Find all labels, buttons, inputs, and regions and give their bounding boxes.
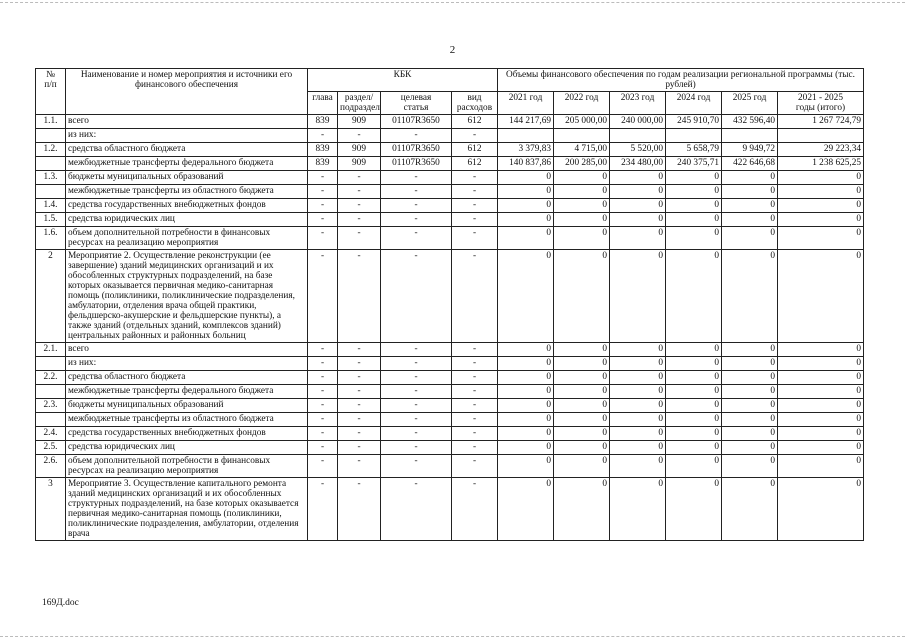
amount-cell: 0 [610,185,666,199]
amount-cell: 0 [778,427,864,441]
amount-cell: 240 375,71 [666,157,722,171]
row-number [36,129,66,143]
table-row [36,115,864,129]
row-name: объем дополнительной потребности в финансовых ресурсах на реализацию мероприятия [66,455,308,478]
kbk-cell: - [452,343,498,357]
header-volumes: Объемы финансового обеспечения по годам реализации региональной программы (тыс. рублей) [498,69,864,92]
amount-cell: 0 [610,357,666,371]
table-row [36,250,864,343]
table-row [36,343,864,357]
table-row [36,357,864,371]
kbk-cell: 612 [452,157,498,171]
table-row [36,455,864,478]
row-number: 1.5. [36,213,66,227]
kbk-cell: - [381,343,452,357]
kbk-cell: - [452,357,498,371]
kbk-cell: - [338,343,381,357]
kbk-cell: - [338,199,381,213]
kbk-cell: - [381,371,452,385]
row-name: межбюджетные трансферты из областного бюджета [66,185,308,199]
kbk-cell: - [452,185,498,199]
amount-cell: 0 [778,441,864,455]
amount-cell: 0 [722,199,778,213]
amount-cell: 0 [610,343,666,357]
amount-cell: 234 480,00 [610,157,666,171]
amount-cell: 144 217,69 [498,115,554,129]
row-number [36,185,66,199]
kbk-cell: - [338,427,381,441]
kbk-cell: 839 [308,157,338,171]
row-name: межбюджетные трансферты федерального бюджета [66,157,308,171]
kbk-cell: 01107R3650 [381,157,452,171]
kbk-cell: - [308,171,338,185]
amount-cell: 5 520,00 [610,143,666,157]
row-number: 1.3. [36,171,66,185]
kbk-cell: 909 [338,157,381,171]
row-number [36,357,66,371]
amount-cell: 0 [498,413,554,427]
kbk-cell: - [308,371,338,385]
table-row [36,227,864,250]
kbk-cell: - [381,413,452,427]
amount-cell: 0 [610,199,666,213]
amount-cell: 0 [666,357,722,371]
row-name: средства государственных внебюджетных фондов [66,199,308,213]
row-number [36,385,66,399]
row-name: всего [66,343,308,357]
amount-cell: 0 [666,227,722,250]
kbk-cell: 909 [338,115,381,129]
kbk-cell: - [308,227,338,250]
amount-cell: 0 [778,185,864,199]
amount-cell: 0 [554,441,610,455]
amount-cell: 0 [610,427,666,441]
kbk-cell: 612 [452,143,498,157]
amount-cell: 0 [778,385,864,399]
row-name: межбюджетные трансферты федерального бюджета [66,385,308,399]
table-row [36,478,864,541]
header-year-col: 2021 - 2025 годы (итого) [778,92,864,115]
amount-cell: 0 [722,185,778,199]
amount-cell: 0 [666,441,722,455]
kbk-cell: - [381,171,452,185]
amount-cell: 9 949,72 [722,143,778,157]
amount-cell: 0 [554,413,610,427]
kbk-cell: - [308,455,338,478]
kbk-cell: - [452,427,498,441]
amount-cell: 0 [778,357,864,371]
kbk-cell: - [452,455,498,478]
row-number: 2.2. [36,371,66,385]
amount-cell: 245 910,70 [666,115,722,129]
kbk-cell: - [308,185,338,199]
amount-cell: 0 [610,399,666,413]
kbk-cell: - [381,357,452,371]
amount-cell: 0 [610,385,666,399]
amount-cell: 0 [722,357,778,371]
amount-cell: 0 [554,427,610,441]
row-number: 1.6. [36,227,66,250]
amount-cell: 0 [722,427,778,441]
header-name: Наименование и номер мероприятия и источники его финансового обеспечения [66,69,308,115]
kbk-cell: - [381,129,452,143]
amount-cell: 0 [778,343,864,357]
amount-cell: 29 223,34 [778,143,864,157]
amount-cell: 0 [498,399,554,413]
amount-cell: 0 [554,385,610,399]
header-kbk-col: раздел/ подраздел [338,92,381,115]
kbk-cell: 612 [452,115,498,129]
kbk-cell: 839 [308,115,338,129]
amount-cell: 0 [554,357,610,371]
table-row [36,441,864,455]
amount-cell: 0 [666,213,722,227]
header-year-col: 2025 год [722,92,778,115]
amount-cell: 0 [610,441,666,455]
amount-cell: 0 [722,455,778,478]
amount-cell: 0 [666,371,722,385]
amount-cell: 0 [722,250,778,343]
row-name: средства юридических лиц [66,213,308,227]
kbk-cell: - [338,171,381,185]
header-kbk: КБК [308,69,498,92]
row-name: средства областного бюджета [66,371,308,385]
table-row [36,413,864,427]
kbk-cell: - [308,413,338,427]
row-number [36,157,66,171]
header-year-col: 2023 год [610,92,666,115]
amount-cell: 0 [554,399,610,413]
amount-cell: 0 [498,213,554,227]
amount-cell: 1 238 625,25 [778,157,864,171]
kbk-cell: - [452,413,498,427]
kbk-cell: - [308,427,338,441]
table-row [36,129,864,143]
amount-cell: 0 [666,385,722,399]
amount-cell: 0 [610,455,666,478]
row-number [36,413,66,427]
kbk-cell: 01107R3650 [381,143,452,157]
kbk-cell: - [338,441,381,455]
amount-cell: 0 [498,343,554,357]
kbk-cell: - [338,357,381,371]
amount-cell [722,129,778,143]
amount-cell: 0 [722,478,778,541]
amount-cell: 0 [666,478,722,541]
amount-cell [610,129,666,143]
row-name: средства областного бюджета [66,143,308,157]
header-year-col: 2024 год [666,92,722,115]
row-name: средства государственных внебюджетных фондов [66,427,308,441]
row-number: 2.4. [36,427,66,441]
kbk-cell: 839 [308,143,338,157]
kbk-cell: - [381,227,452,250]
kbk-cell: - [452,478,498,541]
amount-cell: 0 [498,227,554,250]
amount-cell: 0 [722,227,778,250]
amount-cell: 200 285,00 [554,157,610,171]
amount-cell: 0 [666,399,722,413]
kbk-cell: - [452,199,498,213]
kbk-cell: - [452,250,498,343]
amount-cell: 0 [722,213,778,227]
kbk-cell: - [452,227,498,250]
row-name: средства юридических лиц [66,441,308,455]
amount-cell: 0 [666,413,722,427]
amount-cell: 0 [498,357,554,371]
table-row [36,157,864,171]
header-kbk-col: вид расходов [452,92,498,115]
amount-cell: 0 [778,413,864,427]
kbk-cell: - [308,343,338,357]
kbk-cell: - [338,185,381,199]
amount-cell: 3 379,83 [498,143,554,157]
kbk-cell: - [338,478,381,541]
financing-table [35,68,864,541]
amount-cell: 0 [666,185,722,199]
amount-cell: 240 000,00 [610,115,666,129]
amount-cell: 0 [610,250,666,343]
amount-cell: 0 [498,185,554,199]
kbk-cell: - [381,213,452,227]
kbk-cell: - [308,199,338,213]
amount-cell: 0 [666,427,722,441]
kbk-cell: - [308,385,338,399]
amount-cell: 0 [554,371,610,385]
kbk-cell: - [308,213,338,227]
page-number: 2 [449,44,456,56]
kbk-cell: - [308,357,338,371]
amount-cell: 0 [610,478,666,541]
amount-cell: 0 [666,199,722,213]
amount-cell: 0 [498,250,554,343]
amount-cell: 5 658,79 [666,143,722,157]
amount-cell: 0 [554,478,610,541]
amount-cell: 0 [498,478,554,541]
kbk-cell: - [381,250,452,343]
kbk-cell: - [381,478,452,541]
kbk-cell: - [338,385,381,399]
amount-cell [666,129,722,143]
amount-cell: 0 [722,413,778,427]
kbk-cell: - [308,399,338,413]
amount-cell: 0 [722,171,778,185]
amount-cell: 0 [498,455,554,478]
file-name: 169Д.doc [42,598,79,608]
kbk-cell: - [381,199,452,213]
amount-cell [498,129,554,143]
amount-cell: 0 [498,371,554,385]
amount-cell: 0 [778,213,864,227]
amount-cell: 0 [554,343,610,357]
amount-cell: 0 [498,427,554,441]
amount-cell: 0 [778,227,864,250]
row-number: 2.1. [36,343,66,357]
amount-cell: 0 [554,250,610,343]
amount-cell: 0 [610,171,666,185]
kbk-cell: - [338,250,381,343]
amount-cell: 0 [554,185,610,199]
kbk-cell: - [452,129,498,143]
kbk-cell: - [338,227,381,250]
kbk-cell: - [381,455,452,478]
amount-cell: 0 [778,455,864,478]
amount-cell: 0 [610,227,666,250]
amount-cell: 4 715,00 [554,143,610,157]
amount-cell: 0 [554,213,610,227]
scan-edge-top [0,2,905,3]
row-number: 1.2. [36,143,66,157]
header-kbk-col: целевая статья [381,92,452,115]
table-row [36,427,864,441]
amount-cell: 0 [778,478,864,541]
row-name: бюджеты муниципальных образований [66,399,308,413]
kbk-cell: - [308,441,338,455]
table-header [36,69,864,115]
amount-cell: 0 [722,371,778,385]
table-row [36,371,864,385]
amount-cell: 0 [666,343,722,357]
row-name: всего [66,115,308,129]
kbk-cell: - [452,371,498,385]
kbk-cell: - [381,441,452,455]
row-number: 2.3. [36,399,66,413]
kbk-cell: - [338,213,381,227]
kbk-cell: - [338,413,381,427]
kbk-cell: - [338,129,381,143]
amount-cell: 0 [610,213,666,227]
row-number: 1.4. [36,199,66,213]
amount-cell: 0 [498,199,554,213]
kbk-cell: - [452,399,498,413]
row-number: 2.6. [36,455,66,478]
amount-cell: 1 267 724,79 [778,115,864,129]
row-name: бюджеты муниципальных образований [66,171,308,185]
amount-cell: 0 [778,250,864,343]
kbk-cell: 909 [338,143,381,157]
amount-cell [554,129,610,143]
kbk-cell: - [381,185,452,199]
kbk-cell: - [338,371,381,385]
row-name: Мероприятие 2. Осуществление реконструкции (ее завершение) зданий медицинских организаций и их обособленных структурных подразделений, на базе которых оказывается первичная медико-санитарная помощь (поликлиники, поликлинические подразделения, амбулатории, отделения врача общей практики, фельдшерско-акушерские и фельдшерские пункты), а также зданий (отдельных зданий, комплексов зданий) центральных районных и районных больниц [66,250,308,343]
amount-cell [778,129,864,143]
kbk-cell: - [381,399,452,413]
kbk-cell: - [308,129,338,143]
amount-cell: 0 [722,385,778,399]
row-number: 3 [36,478,66,541]
kbk-cell: - [452,171,498,185]
amount-cell: 0 [722,441,778,455]
kbk-cell: - [381,385,452,399]
table-row [36,199,864,213]
kbk-cell: - [338,399,381,413]
amount-cell: 0 [666,455,722,478]
row-number: 2.5. [36,441,66,455]
amount-cell: 0 [666,250,722,343]
row-name: межбюджетные трансферты из областного бюджета [66,413,308,427]
table-row [36,143,864,157]
row-name: Мероприятие 3. Осуществление капитального ремонта зданий медицинских организаций и их обособленных структурных подразделений, на базе которых оказывается первичная медико-санитарная помощь (поликлиники, поликлинические подразделения, амбулатории, отделения врача [66,478,308,541]
table-row [36,213,864,227]
amount-cell: 0 [722,399,778,413]
row-name: из них: [66,129,308,143]
row-name: из них: [66,357,308,371]
amount-cell: 0 [666,171,722,185]
amount-cell: 0 [778,199,864,213]
scan-edge-bottom [0,636,905,637]
table-row [36,385,864,399]
table-row [36,185,864,199]
row-number: 1.1. [36,115,66,129]
kbk-cell: - [452,441,498,455]
amount-cell: 0 [610,371,666,385]
header-year-col: 2021 год [498,92,554,115]
amount-cell: 205 000,00 [554,115,610,129]
header-no: № п/п [36,69,66,115]
kbk-cell: - [308,478,338,541]
table-row [36,171,864,185]
amount-cell: 140 837,86 [498,157,554,171]
amount-cell: 0 [778,399,864,413]
amount-cell: 0 [498,441,554,455]
table-row [36,399,864,413]
amount-cell: 0 [778,171,864,185]
table-body [36,115,864,541]
header-kbk-col: глава [308,92,338,115]
kbk-cell: - [338,455,381,478]
amount-cell: 0 [554,199,610,213]
amount-cell: 432 596,40 [722,115,778,129]
kbk-cell: - [452,385,498,399]
amount-cell: 0 [554,227,610,250]
amount-cell: 0 [554,171,610,185]
amount-cell: 0 [722,343,778,357]
amount-cell: 422 646,68 [722,157,778,171]
kbk-cell: - [308,250,338,343]
kbk-cell: - [381,427,452,441]
amount-cell: 0 [498,385,554,399]
amount-cell: 0 [554,455,610,478]
row-number: 2 [36,250,66,343]
kbk-cell: 01107R3650 [381,115,452,129]
amount-cell: 0 [778,371,864,385]
row-name: объем дополнительной потребности в финансовых ресурсах на реализацию мероприятия [66,227,308,250]
kbk-cell: - [452,213,498,227]
header-year-col: 2022 год [554,92,610,115]
amount-cell: 0 [610,413,666,427]
amount-cell: 0 [498,171,554,185]
